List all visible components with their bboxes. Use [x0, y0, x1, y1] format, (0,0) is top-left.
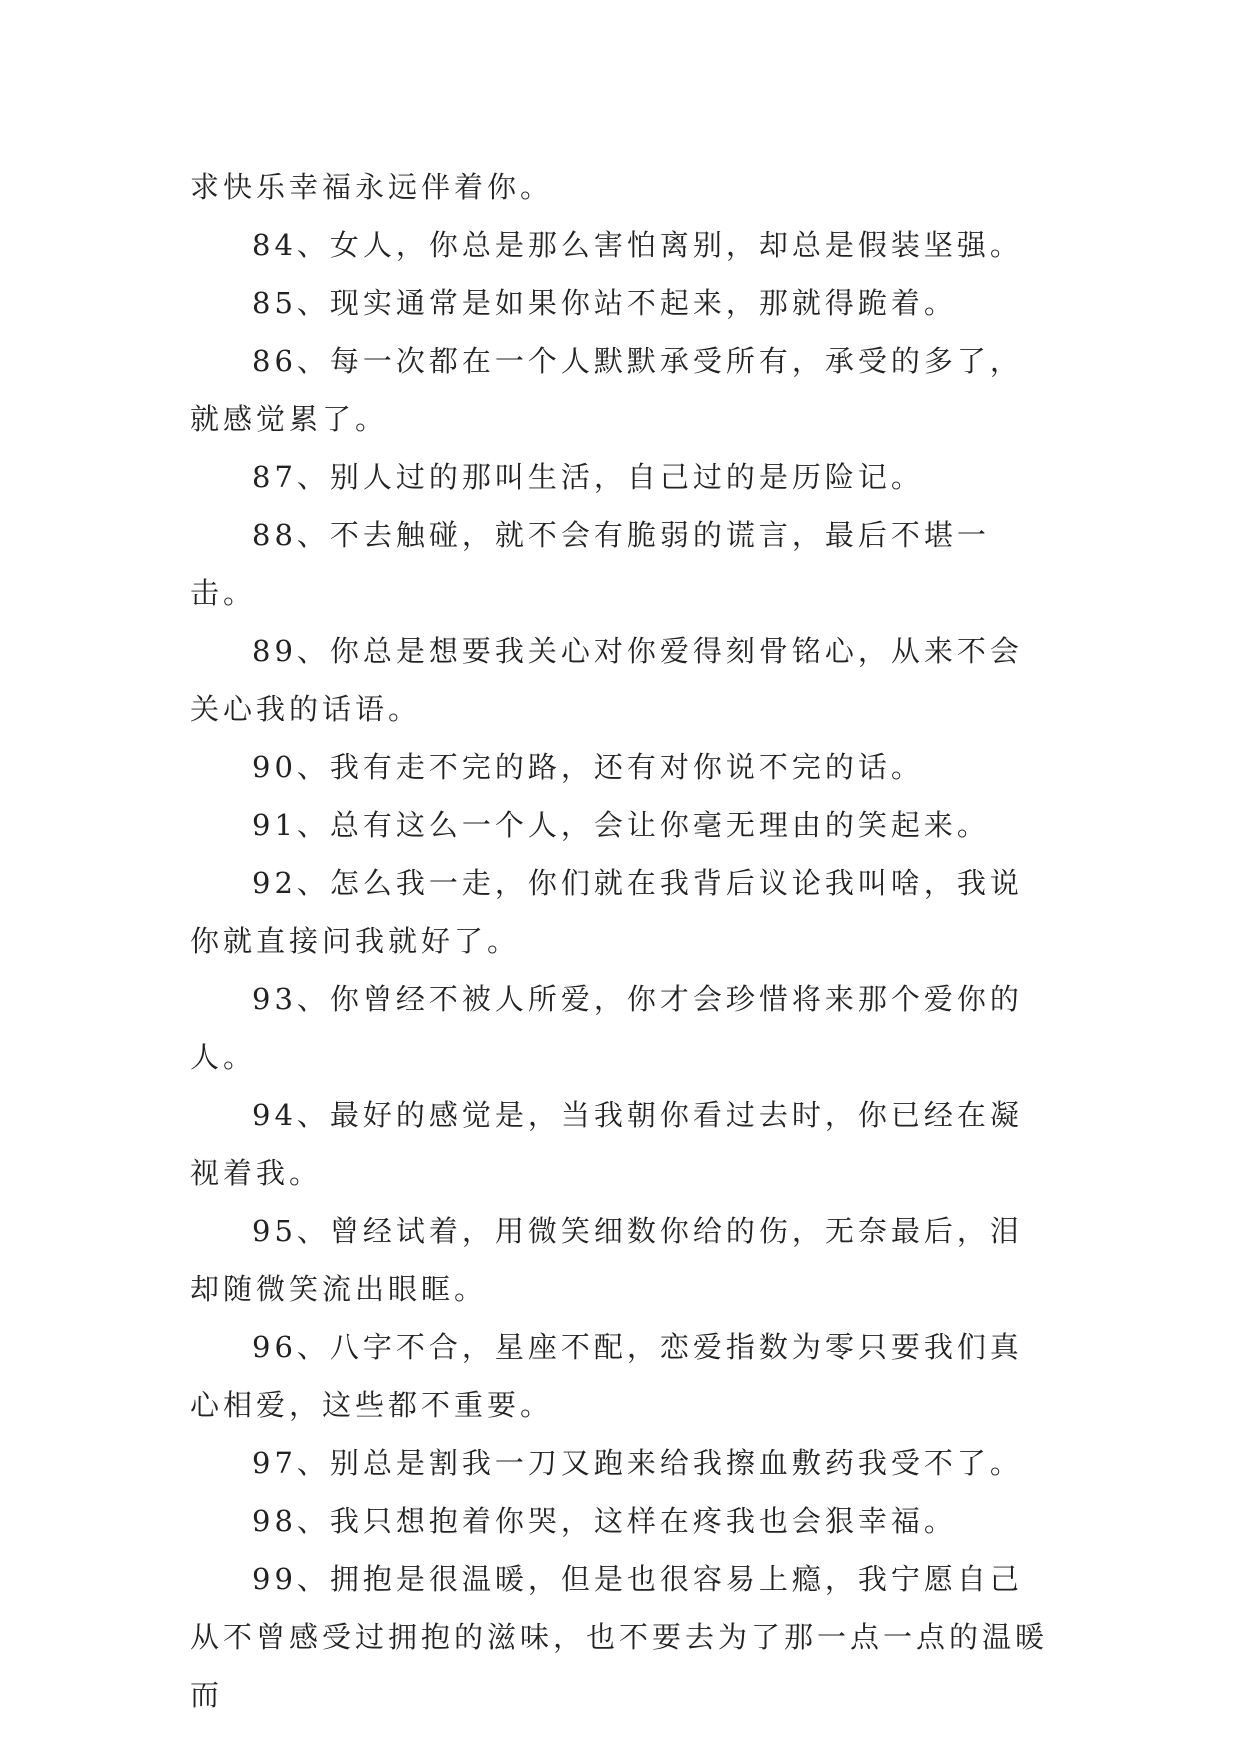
paragraph: 89、你总是想要我关心对你爱得刻骨铭心，从来不会关心我的话语。: [190, 634, 1023, 726]
paragraph: 88、不去触碰，就不会有脆弱的谎言，最后不堪一击。: [190, 518, 990, 610]
paragraph: 94、最好的感觉是，当我朝你看过去时，你已经在凝视着我。: [190, 1098, 1023, 1190]
paragraph: 85、现实通常是如果你站不起来，那就得跪着。: [252, 286, 957, 320]
paragraph: 96、八字不合，星座不配，恋爱指数为零只要我们真心相爱，这些都不重要。: [190, 1330, 1023, 1422]
paragraph: 99、拥抱是很温暖，但是也很容易上瘾，我宁愿自己从不曾感受过拥抱的滋味，也不要去为了那一点一点的温暖而: [190, 1562, 1049, 1712]
paragraph: 91、总有这么一个人，会让你毫无理由的笑起来。: [252, 808, 990, 842]
paragraph: 求快乐幸福永远伴着你。: [190, 170, 554, 204]
paragraph: 95、曾经试着，用微笑细数你给的伤，无奈最后，泪却随微笑流出眼眶。: [190, 1214, 1023, 1306]
paragraph: 92、怎么我一走，你们就在我背后议论我叫啥，我说你就直接问我就好了。: [190, 866, 1023, 958]
paragraph: 93、你曾经不被人所爱，你才会珍惜将来那个爱你的人。: [190, 982, 1023, 1074]
document-body: [190, 158, 1050, 1724]
paragraph: 84、女人，你总是那么害怕离别，却总是假装坚强。: [252, 228, 1023, 262]
paragraph: 98、我只想抱着你哭，这样在疼我也会狠幸福。: [252, 1504, 957, 1538]
paragraph: 87、别人过的那叫生活，自己过的是历险记。: [252, 460, 924, 494]
paragraph: 97、别总是割我一刀又跑来给我擦血敷药我受不了。: [252, 1446, 1023, 1480]
paragraph: 90、我有走不完的路，还有对你说不完的话。: [252, 750, 924, 784]
paragraph: 86、每一次都在一个人默默承受所有，承受的多了，就感觉累了。: [190, 344, 1023, 436]
